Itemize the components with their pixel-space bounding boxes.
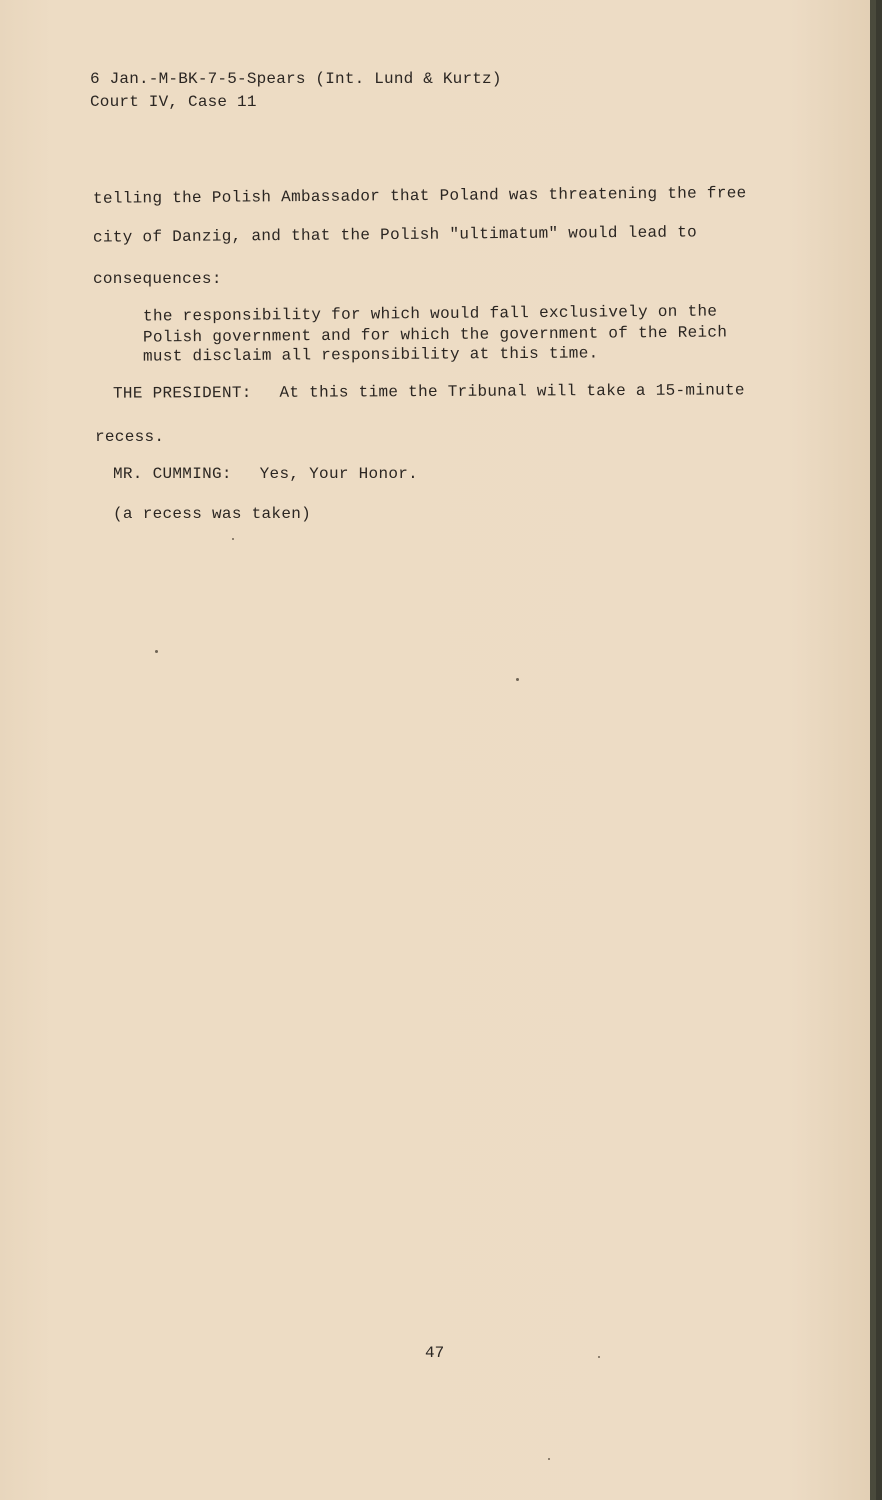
paper-speck xyxy=(548,1458,550,1460)
statement-text: At this time the Tribunal will take a 15-minute xyxy=(279,381,745,402)
body-line: city of Danzig, and that the Polish "ultimatum" would lead to xyxy=(92,223,698,247)
header-court-line: Court IV, Case 11 xyxy=(90,93,257,111)
page-number: 47 xyxy=(425,1344,445,1362)
president-statement xyxy=(113,381,745,402)
body-line: telling the Polish Ambassador that Poland was threatening the free xyxy=(92,184,747,208)
quote-line: Polish government and for which the government of the Reich xyxy=(142,323,728,347)
header-case-line: 6 Jan.-M-BK-7-5-Spears (Int. Lund & Kurtz) xyxy=(90,70,502,88)
paper-speck xyxy=(516,678,519,681)
speaker-label: THE PRESIDENT: xyxy=(112,383,252,403)
paper-speck xyxy=(232,538,234,540)
counsel-statement xyxy=(113,465,418,483)
body-line: recess. xyxy=(95,428,165,446)
body-line: consequences: xyxy=(93,270,222,288)
quote-line: must disclaim all responsibility at this time. xyxy=(142,344,599,366)
paper-speck xyxy=(598,1356,600,1358)
page-edge xyxy=(870,0,876,1500)
speaker-label: MR. CUMMING: xyxy=(113,465,232,483)
paper-speck xyxy=(155,650,158,653)
quote-line: the responsibility for which would fall exclusively on the xyxy=(142,302,718,326)
recess-note: (a recess was taken) xyxy=(113,505,312,523)
statement-text: Yes, Your Honor. xyxy=(259,465,419,483)
